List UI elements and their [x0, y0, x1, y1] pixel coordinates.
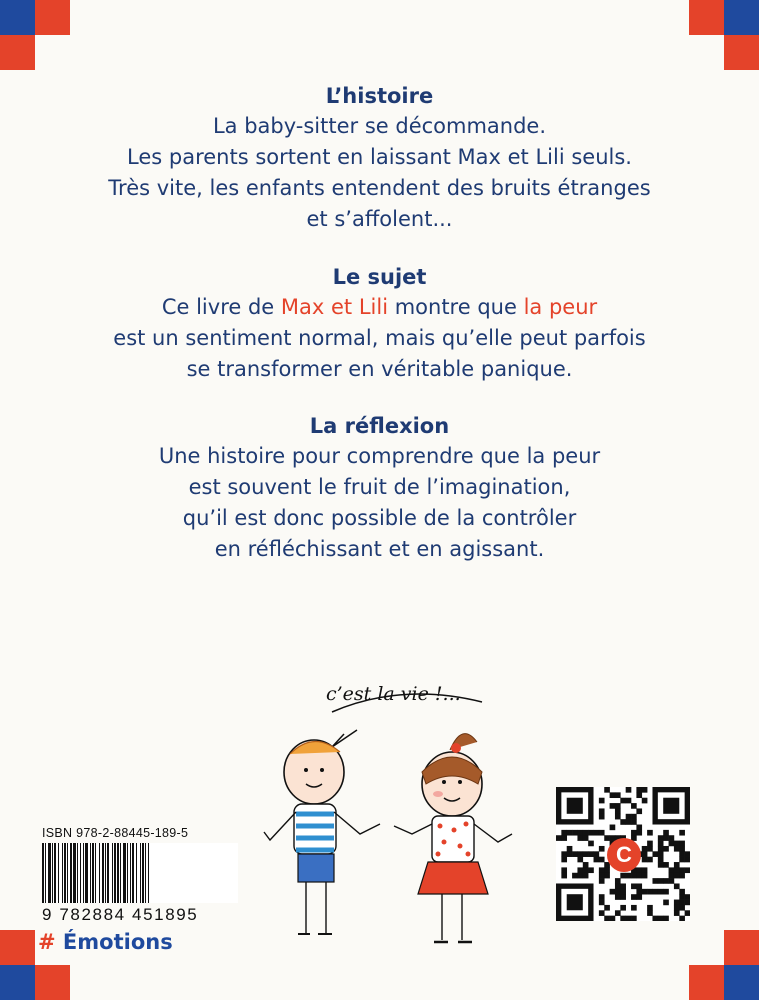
- histoire-line: La baby-sitter se décommande.: [212, 114, 547, 138]
- publisher-logo-icon: C: [607, 838, 641, 872]
- section-reflexion: [0, 411, 759, 565]
- histoire-line: et s’affolent...: [306, 207, 453, 231]
- sujet-line: [0, 292, 759, 323]
- barcode-bars: [42, 843, 238, 903]
- corner-decoration-bottom-right: [689, 930, 759, 1000]
- reflexion-line: est souvent le fruit de l’imagination,: [188, 475, 571, 499]
- heading-sujet: Le sujet: [332, 265, 427, 289]
- speech-bubble-text: c’est la vie !...: [326, 683, 461, 705]
- series-name: Max et Lili: [280, 295, 389, 319]
- sujet-line: se transformer en véritable panique.: [186, 357, 573, 381]
- ean-digits: 9 782884 451895: [42, 905, 199, 924]
- heading-reflexion: La réflexion: [309, 414, 450, 438]
- sujet-text: Ce livre de: [161, 295, 281, 319]
- category-label: [38, 930, 173, 954]
- reflexion-line: Une histoire pour comprendre que la peur: [158, 444, 601, 468]
- corner-decoration-top-left: [0, 0, 70, 70]
- corner-decoration-top-right: [689, 0, 759, 70]
- isbn-text: ISBN 978-2-88445-189-5: [42, 826, 189, 840]
- isbn-barcode: [42, 826, 238, 925]
- section-sujet: [0, 262, 759, 385]
- reflexion-line: qu’il est donc possible de la contrôler: [182, 506, 577, 530]
- histoire-line: Très vite, les enfants entendent des bruits étranges: [108, 176, 651, 200]
- sujet-text: montre que: [388, 295, 524, 319]
- theme-name: la peur: [523, 295, 598, 319]
- kids-illustration: [262, 672, 522, 962]
- category-name: Émotions: [62, 930, 173, 954]
- reflexion-line: en réfléchissant et en agissant.: [214, 537, 545, 561]
- section-histoire: [0, 81, 759, 235]
- heading-histoire: L’histoire: [325, 84, 434, 108]
- hash-icon: #: [38, 930, 56, 954]
- qr-code: [556, 787, 690, 921]
- sujet-line: est un sentiment normal, mais qu’elle peut parfois: [113, 326, 646, 350]
- histoire-line: Les parents sortent en laissant Max et Lili seuls.: [127, 145, 632, 169]
